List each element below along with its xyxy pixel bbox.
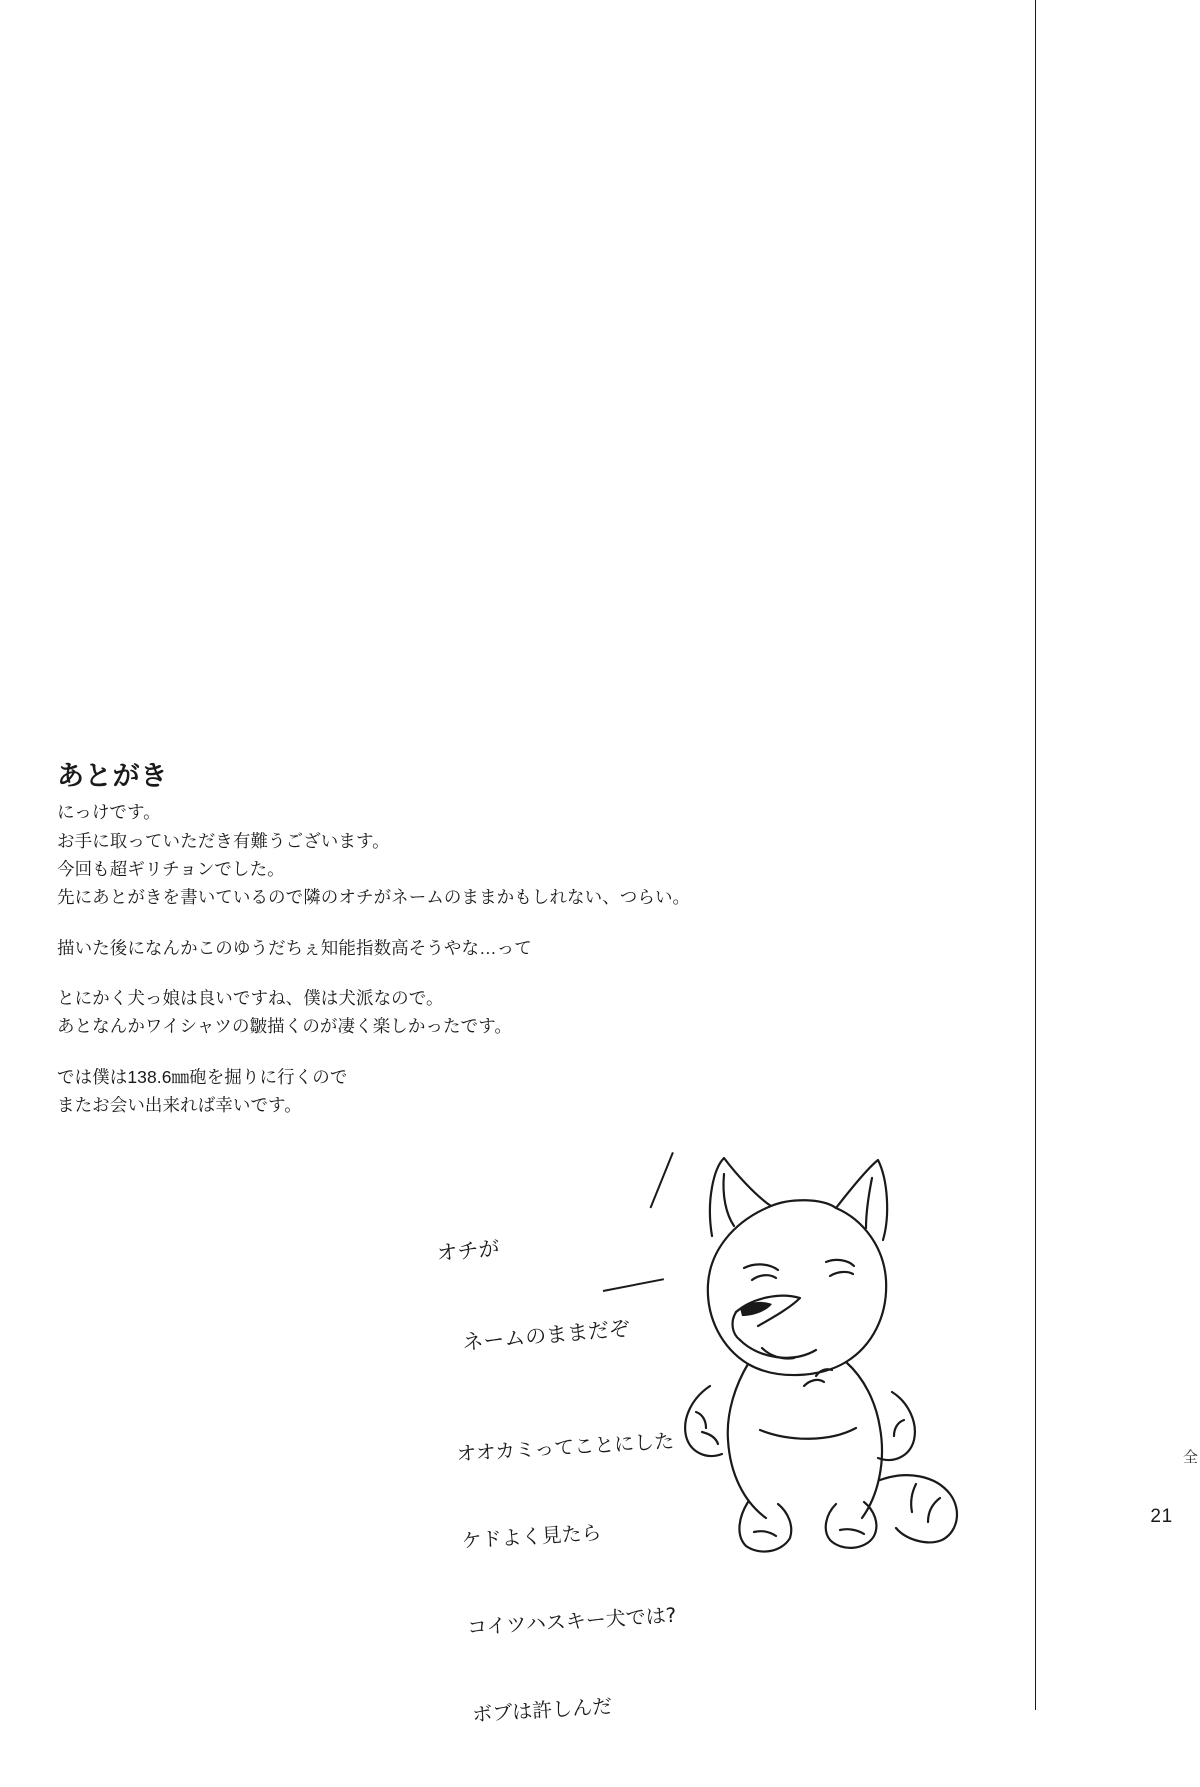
page-number: 21: [1150, 1506, 1173, 1527]
afterword-line: にっけです。: [57, 802, 161, 823]
handwritten-line: オチが: [435, 1236, 501, 1266]
handwritten-line: オオカミってことにした: [455, 1428, 675, 1466]
page-gutter-rule: [1035, 0, 1036, 1710]
afterword-paragraph-3: [57, 984, 817, 1041]
handwritten-line: ケドよく見たら: [460, 1520, 603, 1553]
page-edge-mark: 全: [1182, 1449, 1198, 1466]
afterword-line: あとなんかワイシャツの皺描くのが凄く楽しかったです。: [57, 1016, 512, 1037]
afterword-line: お手に取っていただき有難うございます。: [57, 830, 390, 851]
afterword-heading: あとがき: [57, 761, 169, 791]
afterword-line: 先にあとがきを書いているので隣のオチがネームのままかもしれない、つらい。: [57, 887, 691, 908]
afterword-line: では僕は138.6㎜砲を掘りに行くので: [57, 1066, 348, 1087]
afterword-line: 描いた後になんかこのゆうだちぇ知能指数高そうやな…って: [57, 937, 532, 958]
handwritten-line: ボブは許しんだ: [471, 1693, 613, 1727]
afterword-paragraph-2: [57, 934, 817, 962]
afterword-paragraph-4: [57, 1063, 817, 1120]
afterword-line: またお会い出来れば幸いです。: [57, 1095, 302, 1116]
afterword-section: [57, 760, 817, 1119]
afterword-line: とにかく犬っ娘は良いですね、僕は犬派なので。: [57, 988, 444, 1009]
husky-wolf-doodle: [640, 1140, 970, 1560]
handwritten-line: ネームのままだぞ: [461, 1316, 631, 1355]
afterword-line: 今回も超ギリチョンでした。: [57, 859, 285, 880]
afterword-paragraph-1: [57, 798, 817, 911]
handwritten-line: コイツハスキー犬では?: [466, 1602, 677, 1640]
